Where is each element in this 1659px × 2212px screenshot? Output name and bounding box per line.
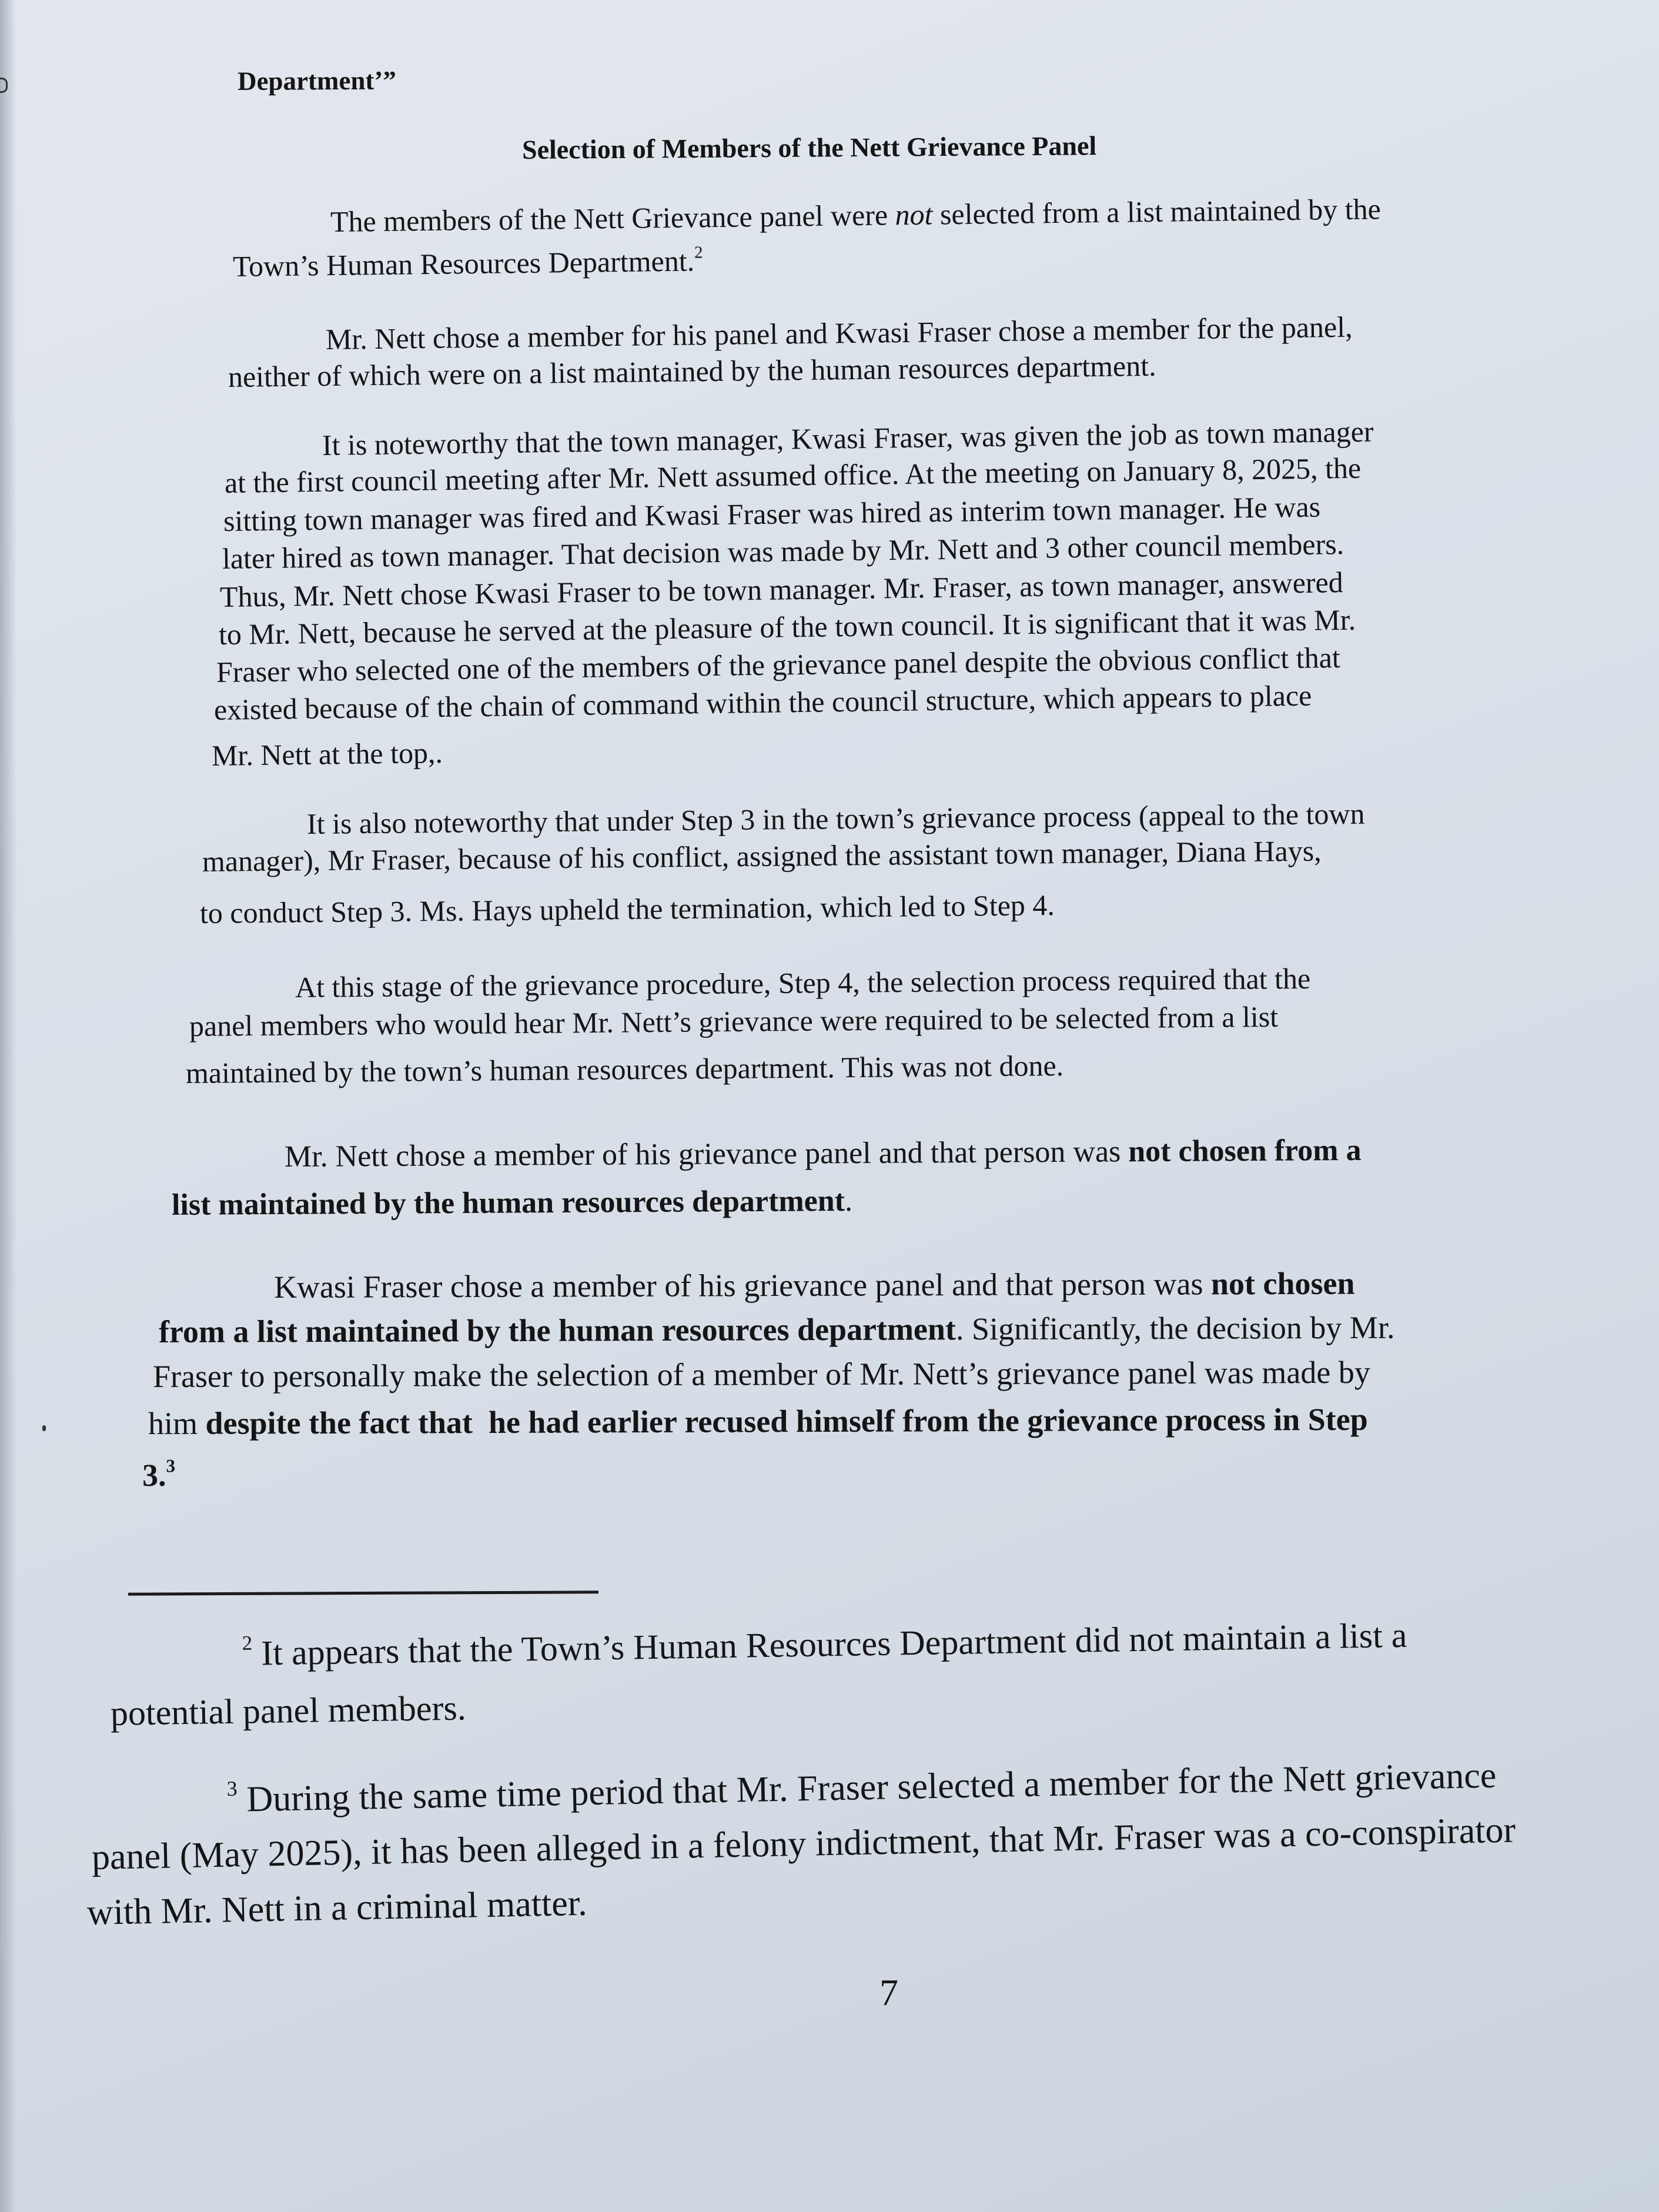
footnote-ref-3: 3 <box>166 1455 176 1476</box>
paragraph-3-line-4: later hired as town manager. That decision was made by Mr. Nett and 3 other council members. <box>222 527 1344 575</box>
paragraph-6-line-1: Mr. Nett chose a member of his grievance panel and that person was not chosen from a <box>284 1133 1362 1174</box>
footnote-3-line-2: panel (May 2025), it has been alleged in a felony indictment, that Mr. Fraser was a co-conspirator <box>91 1810 1516 1877</box>
continuation-heading: Department’” <box>237 65 397 96</box>
footnote-3-line-1: $^3$ During the same time period that Mr. Fraser selected a member for the Nett grievance <box>226 1755 1497 1820</box>
paragraph-3-line-2: at the first council meeting after Mr. Nett assumed office. At the meeting on January 8, 2025, the <box>224 451 1362 499</box>
footnote-3-marker: 3 <box>226 1776 238 1801</box>
footnote-3-line-3: with Mr. Nett in a criminal matter. <box>86 1883 588 1933</box>
paragraph-5-line-1: At this stage of the grievance procedure, Step 4, the selection process required that the <box>295 961 1311 1004</box>
paragraph-7-line-2: from a list maintained by the human resources department. Significantly, the decision by Mr. <box>158 1309 1395 1349</box>
paragraph-7-line-5: 3.$^3$ <box>142 1455 176 1493</box>
paragraph-1-line-2: Town’s Human Resources Department.$^2$ <box>232 243 703 283</box>
paragraph-6-line-2: list maintained by the human resources department. <box>171 1184 853 1222</box>
footnote-2-line-2: potential panel members. <box>110 1688 467 1733</box>
paragraph-4-line-3: to conduct Step 3. Ms. Hays upheld the termination, which led to Step 4. <box>199 888 1055 930</box>
page-number: 7 <box>879 1972 898 2013</box>
paragraph-7-line-3: Fraser to personally make the selection of a member of Mr. Nett’s grievance panel was made by <box>152 1354 1370 1394</box>
paragraph-3-line-8: existed because of the chain of command within the council structure, which appears to place <box>213 679 1312 726</box>
paragraph-5-line-2: panel members who would hear Mr. Nett’s grievance were required to be selected from a list <box>189 1000 1279 1042</box>
paragraph-3-line-3: sitting town manager was fired and Kwasi Fraser was hired as interim town manager. He was <box>223 490 1321 537</box>
paragraph-2-line-2: neither of which were on a list maintained by the human resources department. <box>228 349 1156 393</box>
page-edge-shadow <box>0 0 16 2212</box>
footnote-ref-2: 2 <box>694 243 703 262</box>
paragraph-3-line-9: Mr. Nett at the top,. <box>211 736 443 772</box>
paragraph-7-line-4: him despite the fact that he had earlier recused himself from the grievance process in Step <box>148 1401 1368 1441</box>
paragraph-4-line-1: It is also noteworthy that under Step 3 in the town’s grievance process (appeal to the town <box>306 797 1365 840</box>
paragraph-4-line-2: manager), Mr Fraser, because of his conflict, assigned the assistant town manager, Diana Hays, <box>202 834 1322 878</box>
paragraph-2-line-1: Mr. Nett chose a member for his panel and Kwasi Fraser chose a member for the panel, <box>325 310 1353 356</box>
section-heading: Selection of Members of the Nett Grievance Panel <box>521 131 1097 165</box>
paragraph-7-line-1: Kwasi Fraser chose a member of his grievance panel and that person was not chosen <box>273 1265 1355 1305</box>
paragraph-3-line-6: to Mr. Nett, because he served at the pleasure of the town council. It is significant that it was Mr. <box>218 603 1356 651</box>
paragraph-3-line-7: Fraser who selected one of the members of the grievance panel despite the obvious conflict that <box>216 640 1341 689</box>
footnote-2-marker: 2 <box>242 1631 253 1655</box>
paragraph-5-line-3: maintained by the town’s human resources department. This was not done. <box>185 1048 1064 1090</box>
paragraph-3-line-5: Thus, Mr. Nett chose Kwasi Fraser to be town manager. Mr. Fraser, as town manager, answered <box>219 565 1343 613</box>
paragraph-1-line-1: The members of the Nett Grievance panel were not selected from a list maintained by the <box>330 192 1382 238</box>
footnote-separator <box>128 1590 598 1595</box>
paper-speck <box>42 1425 46 1431</box>
footnote-2-line-1: $^2$ It appears that the Town’s Human Resources Department did not maintain a list a <box>242 1615 1407 1673</box>
paragraph-3-line-1: It is noteworthy that the town manager, Kwasi Fraser, was given the job as town manager <box>322 415 1374 462</box>
